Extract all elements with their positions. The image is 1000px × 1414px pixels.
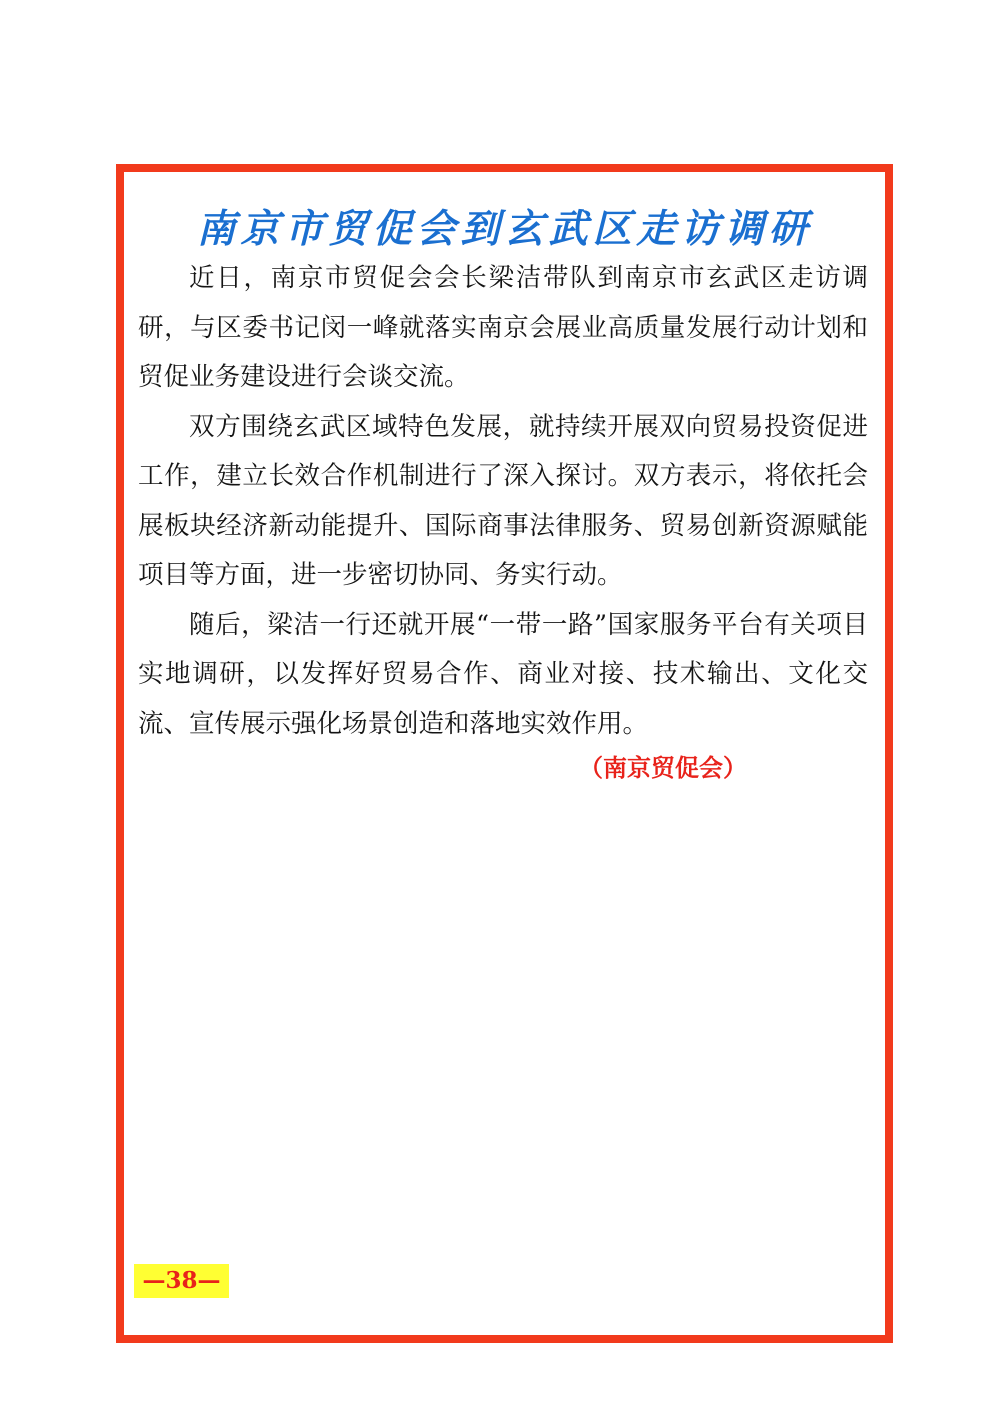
paragraph-1: 近日，南京市贸促会会长梁洁带队到南京市玄武区走访调研，与区委书记闵一峰就落实南京会展业高质量发展行动计划和贸促业务建设进行会谈交流。 (138, 263, 868, 392)
article-body (138, 254, 868, 749)
article-source: （南京贸促会） (579, 753, 747, 782)
article-title: 南京市贸促会到玄武区走访调研 (196, 206, 813, 252)
paragraph-2: 双方围绕玄武区域特色发展，就持续开展双向贸易投资促进工作，建立长效合作机制进行了深入探讨。双方表示，将依托会展板块经济新动能提升、国际商事法律服务、贸易创新资源赋能项目等方面，进一步密切协同、务实行动。 (138, 411, 868, 590)
page-number: —38— (134, 1264, 229, 1298)
paragraph-3: 随后，梁洁一行还就开展“一带一路”国家服务平台有关项目实地调研，以发挥好贸易合作、商业对接、技术输出、文化交流、宣传展示强化场景创造和落地实效作用。 (138, 609, 868, 739)
page-frame (116, 164, 893, 1343)
